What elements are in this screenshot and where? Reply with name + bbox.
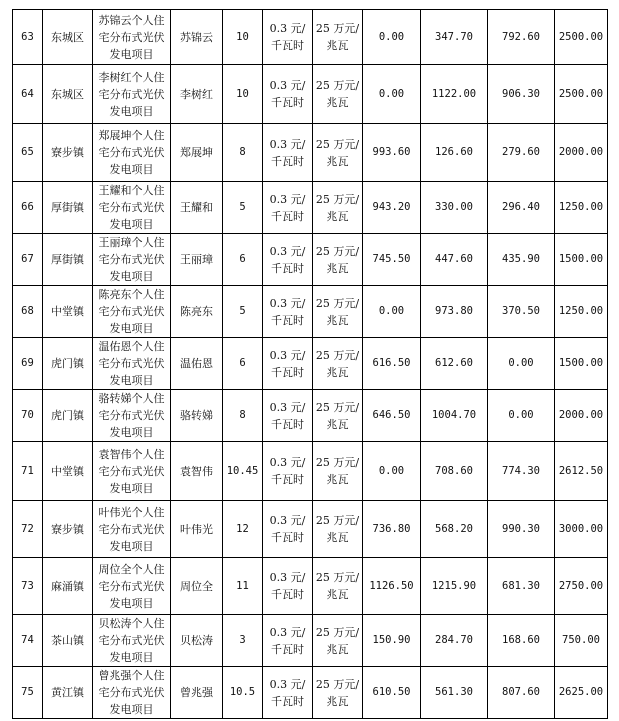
project-name-cell-line: 宅分布式光伏	[98, 357, 165, 370]
unit-price-cell	[313, 338, 363, 390]
owner-cell: 苏锦云	[171, 10, 223, 65]
project-name-cell-line: 宅分布式光伏	[98, 522, 165, 536]
capacity-cell: 3	[223, 615, 263, 667]
amount-1-cell: 943.20	[363, 182, 421, 234]
subsidy-rate-cell	[263, 338, 313, 390]
amount-2-cell: 708.60	[421, 442, 488, 501]
unit-price-cell-line: 25 万元/	[315, 348, 360, 362]
total-cell: 2000.00	[555, 390, 608, 442]
project-name-cell-line: 苏锦云个人住	[98, 13, 165, 27]
unit-price-cell	[313, 182, 363, 234]
project-name-cell	[93, 615, 171, 667]
unit-price-cell-line: 25 万元/	[315, 400, 360, 414]
owner-cell: 王耀和	[171, 182, 223, 234]
row-number: 70	[13, 390, 43, 442]
table-row	[13, 124, 608, 182]
owner-cell: 袁智伟	[171, 442, 223, 501]
amount-2-cell: 568.20	[421, 501, 488, 558]
capacity-cell: 10	[223, 65, 263, 124]
table-row	[13, 65, 608, 124]
unit-price-cell	[313, 286, 363, 338]
project-name-cell	[93, 286, 171, 338]
unit-price-cell-line: 兆瓦	[326, 531, 349, 544]
project-name-cell-line: 发电项目	[109, 322, 154, 335]
table-row	[13, 182, 608, 234]
owner-cell: 曾兆强	[171, 667, 223, 719]
capacity-cell: 5	[223, 182, 263, 234]
subsidy-rate-cell-line: 0.3 元/	[269, 192, 306, 206]
amount-1-cell: 150.90	[363, 615, 421, 667]
amount-3-cell: 279.60	[488, 124, 555, 182]
amount-2-cell: 1122.00	[421, 65, 488, 124]
project-name-cell-line: 陈亮东个人住	[98, 288, 165, 301]
amount-3-cell: 435.90	[488, 234, 555, 286]
total-cell: 1250.00	[555, 182, 608, 234]
unit-price-cell	[313, 558, 363, 615]
capacity-cell: 5	[223, 286, 263, 338]
amount-2-cell: 284.70	[421, 615, 488, 667]
capacity-cell: 8	[223, 390, 263, 442]
project-name-cell-line: 袁智伟个人住	[98, 447, 165, 461]
town-cell: 厚街镇	[43, 182, 93, 234]
subsidy-rate-cell-line: 千瓦时	[271, 96, 304, 109]
project-name-cell-line: 发电项目	[109, 47, 154, 61]
amount-1-cell: 610.50	[363, 667, 421, 719]
row-number: 65	[13, 124, 43, 182]
subsidy-rate-cell	[263, 10, 313, 65]
project-name-cell-line: 发电项目	[109, 539, 154, 553]
amount-3-cell: 296.40	[488, 182, 555, 234]
amount-2-cell: 330.00	[421, 182, 488, 234]
unit-price-cell-line: 25 万元/	[315, 192, 360, 206]
amount-3-cell: 0.00	[488, 390, 555, 442]
project-name-cell	[93, 124, 171, 182]
project-name-cell-line: 宅分布式光伏	[98, 579, 165, 593]
unit-price-cell	[313, 501, 363, 558]
row-number: 74	[13, 615, 43, 667]
project-name-cell	[93, 390, 171, 442]
unit-price-cell-line: 兆瓦	[326, 473, 349, 486]
project-name-cell	[93, 182, 171, 234]
row-number: 63	[13, 10, 43, 65]
row-number: 72	[13, 501, 43, 558]
unit-price-cell-line: 兆瓦	[326, 261, 349, 275]
town-cell: 黄江镇	[43, 667, 93, 719]
amount-1-cell: 0.00	[363, 10, 421, 65]
project-name-cell-line: 发电项目	[109, 104, 154, 118]
total-cell: 750.00	[555, 615, 608, 667]
project-name-cell-line: 宅分布式光伏	[98, 305, 165, 318]
project-name-cell-line: 发电项目	[109, 481, 154, 495]
project-name-cell-line: 王耀和个人住	[98, 184, 165, 197]
project-name-cell-line: 发电项目	[109, 651, 154, 664]
total-cell: 1250.00	[555, 286, 608, 338]
unit-price-cell	[313, 234, 363, 286]
capacity-cell: 12	[223, 501, 263, 558]
subsidy-rate-cell	[263, 501, 313, 558]
project-name-cell	[93, 65, 171, 124]
subsidy-rate-cell-line: 0.3 元/	[269, 456, 306, 469]
project-name-cell-line: 宅分布式光伏	[98, 30, 165, 44]
amount-1-cell: 646.50	[363, 390, 421, 442]
capacity-cell: 10.5	[223, 667, 263, 719]
subsidy-rate-cell	[263, 615, 313, 667]
owner-cell: 骆转娣	[171, 390, 223, 442]
unit-price-cell-line: 兆瓦	[326, 694, 349, 708]
owner-cell: 陈亮东	[171, 286, 223, 338]
owner-cell: 叶伟光	[171, 501, 223, 558]
owner-cell: 温佑恩	[171, 338, 223, 390]
owner-cell: 贝松涛	[171, 615, 223, 667]
amount-2-cell: 347.70	[421, 10, 488, 65]
amount-2-cell: 447.60	[421, 234, 488, 286]
row-number: 67	[13, 234, 43, 286]
unit-price-cell-line: 25 万元/	[315, 677, 360, 691]
amount-3-cell: 370.50	[488, 286, 555, 338]
total-cell: 2750.00	[555, 558, 608, 615]
project-name-cell-line: 发电项目	[109, 374, 154, 387]
subsidy-rate-cell-line: 千瓦时	[271, 313, 304, 327]
amount-2-cell: 1215.90	[421, 558, 488, 615]
project-name-cell	[93, 501, 171, 558]
project-name-cell-line: 骆转娣个人住	[98, 392, 165, 405]
project-name-cell-line: 李树红个人住	[98, 70, 165, 84]
project-name-cell-line: 郑展坤个人住	[98, 129, 165, 142]
total-cell: 2500.00	[555, 65, 608, 124]
row-number: 71	[13, 442, 43, 501]
unit-price-cell-line: 25 万元/	[315, 296, 360, 310]
project-name-cell-line: 发电项目	[109, 218, 154, 231]
unit-price-cell-line: 兆瓦	[326, 209, 349, 223]
subsidy-rate-cell-line: 千瓦时	[271, 588, 304, 601]
subsidy-rate-cell-line: 千瓦时	[271, 473, 304, 486]
project-name-cell-line: 宅分布式光伏	[98, 146, 165, 159]
project-name-cell	[93, 667, 171, 719]
unit-price-cell-line: 25 万元/	[315, 571, 360, 584]
subsidy-rate-cell-line: 千瓦时	[271, 209, 304, 223]
amount-1-cell: 993.60	[363, 124, 421, 182]
project-name-cell	[93, 442, 171, 501]
project-name-cell-line: 发电项目	[109, 596, 154, 610]
subsidy-rate-cell	[263, 182, 313, 234]
amount-1-cell: 745.50	[363, 234, 421, 286]
unit-price-cell-line: 兆瓦	[326, 588, 349, 601]
town-cell: 东城区	[43, 10, 93, 65]
town-cell: 中堂镇	[43, 442, 93, 501]
subsidy-rate-cell-line: 0.3 元/	[269, 400, 306, 414]
project-name-cell-line: 发电项目	[109, 270, 154, 283]
unit-price-cell	[313, 124, 363, 182]
table-row	[13, 615, 608, 667]
town-cell: 中堂镇	[43, 286, 93, 338]
table-row	[13, 667, 608, 719]
town-cell: 东城区	[43, 65, 93, 124]
project-name-cell-line: 曾兆强个人住	[98, 669, 165, 682]
table-row	[13, 558, 608, 615]
subsidy-rate-cell-line: 0.3 元/	[269, 137, 306, 151]
amount-1-cell: 736.80	[363, 501, 421, 558]
subsidy-rate-cell-line: 千瓦时	[271, 39, 304, 52]
row-number: 64	[13, 65, 43, 124]
capacity-cell: 10.45	[223, 442, 263, 501]
table-row	[13, 390, 608, 442]
unit-price-cell-line: 兆瓦	[326, 96, 349, 109]
project-name-cell-line: 宅分布式光伏	[98, 686, 165, 699]
amount-1-cell: 1126.50	[363, 558, 421, 615]
town-cell: 虎门镇	[43, 390, 93, 442]
unit-price-cell-line: 25 万元/	[315, 625, 360, 639]
unit-price-cell-line: 25 万元/	[315, 456, 360, 469]
capacity-cell: 6	[223, 338, 263, 390]
row-number: 75	[13, 667, 43, 719]
row-number: 66	[13, 182, 43, 234]
project-name-cell	[93, 558, 171, 615]
subsidy-rate-cell	[263, 286, 313, 338]
unit-price-cell	[313, 442, 363, 501]
capacity-cell: 6	[223, 234, 263, 286]
amount-1-cell: 0.00	[363, 286, 421, 338]
subsidy-rate-cell-line: 千瓦时	[271, 261, 304, 275]
subsidy-rate-cell	[263, 558, 313, 615]
unit-price-cell-line: 兆瓦	[326, 365, 349, 379]
unit-price-cell-line: 兆瓦	[326, 642, 349, 656]
unit-price-cell-line: 25 万元/	[315, 22, 360, 35]
project-name-cell-line: 贝松涛个人住	[98, 617, 165, 630]
owner-cell: 王丽璋	[171, 234, 223, 286]
project-name-cell-line: 发电项目	[109, 163, 154, 176]
unit-price-cell-line: 兆瓦	[326, 154, 349, 168]
amount-2-cell: 561.30	[421, 667, 488, 719]
capacity-cell: 11	[223, 558, 263, 615]
amount-2-cell: 973.80	[421, 286, 488, 338]
amount-3-cell: 0.00	[488, 338, 555, 390]
subsidy-rate-cell-line: 0.3 元/	[269, 296, 306, 310]
table-row	[13, 442, 608, 501]
project-name-cell-line: 宅分布式光伏	[98, 634, 165, 647]
project-name-cell-line: 宅分布式光伏	[98, 201, 165, 214]
row-number: 68	[13, 286, 43, 338]
subsidy-rate-cell-line: 0.3 元/	[269, 677, 306, 691]
subsidy-rate-cell-line: 千瓦时	[271, 365, 304, 379]
town-cell: 厚街镇	[43, 234, 93, 286]
unit-price-cell	[313, 65, 363, 124]
project-name-cell-line: 周位全个人住	[98, 562, 165, 576]
table-row	[13, 286, 608, 338]
subsidy-rate-cell-line: 千瓦时	[271, 642, 304, 656]
subsidy-rate-cell	[263, 390, 313, 442]
capacity-cell: 10	[223, 10, 263, 65]
amount-3-cell: 681.30	[488, 558, 555, 615]
subsidy-rate-cell-line: 0.3 元/	[269, 244, 306, 258]
subsidy-rate-cell	[263, 442, 313, 501]
unit-price-cell	[313, 390, 363, 442]
total-cell: 2000.00	[555, 124, 608, 182]
project-name-cell	[93, 234, 171, 286]
subsidy-rate-cell	[263, 667, 313, 719]
project-name-cell-line: 宅分布式光伏	[98, 253, 165, 266]
total-cell: 1500.00	[555, 338, 608, 390]
amount-1-cell: 0.00	[363, 442, 421, 501]
unit-price-cell-line: 兆瓦	[326, 417, 349, 431]
town-cell: 寮步镇	[43, 124, 93, 182]
unit-price-cell	[313, 667, 363, 719]
subsidy-rate-cell-line: 0.3 元/	[269, 514, 306, 527]
amount-3-cell: 168.60	[488, 615, 555, 667]
amount-1-cell: 616.50	[363, 338, 421, 390]
subsidy-rate-cell-line: 0.3 元/	[269, 79, 306, 92]
total-cell: 2500.00	[555, 10, 608, 65]
project-name-cell-line: 叶伟光个人住	[98, 505, 165, 519]
amount-3-cell: 774.30	[488, 442, 555, 501]
subsidy-rate-cell-line: 0.3 元/	[269, 348, 306, 362]
capacity-cell: 8	[223, 124, 263, 182]
subsidy-rate-cell-line: 0.3 元/	[269, 22, 306, 35]
owner-cell: 郑展坤	[171, 124, 223, 182]
subsidy-rate-cell	[263, 65, 313, 124]
project-name-cell-line: 温佑恩个人住	[98, 340, 165, 353]
unit-price-cell-line: 25 万元/	[315, 137, 360, 151]
subsidy-rate-cell-line: 千瓦时	[271, 417, 304, 431]
total-cell: 1500.00	[555, 234, 608, 286]
table-row	[13, 338, 608, 390]
project-name-cell	[93, 10, 171, 65]
unit-price-cell-line: 兆瓦	[326, 313, 349, 327]
row-number: 73	[13, 558, 43, 615]
project-name-cell-line: 发电项目	[109, 703, 154, 716]
table-row	[13, 234, 608, 286]
amount-3-cell: 807.60	[488, 667, 555, 719]
town-cell: 虎门镇	[43, 338, 93, 390]
unit-price-cell	[313, 10, 363, 65]
subsidy-rate-cell-line: 0.3 元/	[269, 571, 306, 584]
amount-2-cell: 126.60	[421, 124, 488, 182]
town-cell: 麻涌镇	[43, 558, 93, 615]
row-number: 69	[13, 338, 43, 390]
amount-3-cell: 792.60	[488, 10, 555, 65]
table-row	[13, 501, 608, 558]
project-name-cell-line: 宅分布式光伏	[98, 409, 165, 422]
owner-cell: 周位全	[171, 558, 223, 615]
subsidy-rate-cell-line: 千瓦时	[271, 694, 304, 708]
total-cell: 3000.00	[555, 501, 608, 558]
unit-price-cell	[313, 615, 363, 667]
project-name-cell-line: 王丽璋个人住	[98, 236, 165, 249]
total-cell: 2625.00	[555, 667, 608, 719]
unit-price-cell-line: 25 万元/	[315, 79, 360, 92]
subsidy-table	[12, 9, 608, 719]
unit-price-cell-line: 兆瓦	[326, 39, 349, 52]
project-name-cell	[93, 338, 171, 390]
project-name-cell-line: 发电项目	[109, 426, 154, 439]
subsidy-rate-cell-line: 千瓦时	[271, 154, 304, 168]
project-name-cell-line: 宅分布式光伏	[98, 87, 165, 101]
amount-3-cell: 906.30	[488, 65, 555, 124]
subsidy-rate-cell	[263, 234, 313, 286]
amount-3-cell: 990.30	[488, 501, 555, 558]
amount-2-cell: 612.60	[421, 338, 488, 390]
subsidy-rate-cell	[263, 124, 313, 182]
total-cell: 2612.50	[555, 442, 608, 501]
subsidy-rate-cell-line: 0.3 元/	[269, 625, 306, 639]
town-cell: 茶山镇	[43, 615, 93, 667]
subsidy-rate-cell-line: 千瓦时	[271, 531, 304, 544]
table-row	[13, 10, 608, 65]
town-cell: 寮步镇	[43, 501, 93, 558]
owner-cell: 李树红	[171, 65, 223, 124]
amount-1-cell: 0.00	[363, 65, 421, 124]
unit-price-cell-line: 25 万元/	[315, 514, 360, 527]
project-name-cell-line: 宅分布式光伏	[98, 464, 165, 478]
unit-price-cell-line: 25 万元/	[315, 244, 360, 258]
amount-2-cell: 1004.70	[421, 390, 488, 442]
